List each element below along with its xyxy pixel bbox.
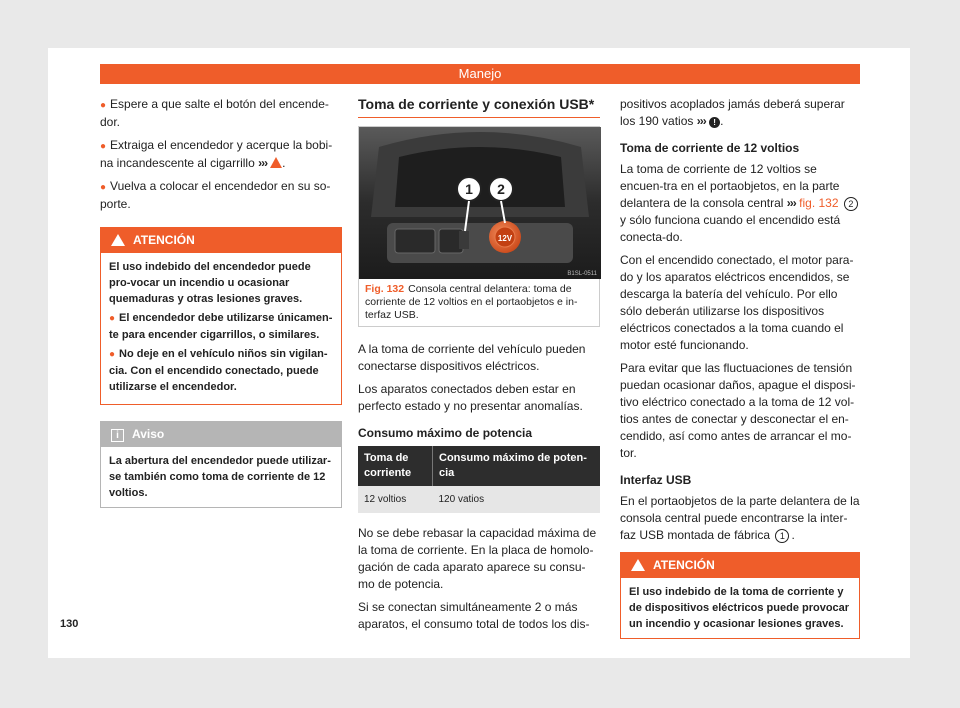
stop-icon: ! xyxy=(709,117,720,128)
warning-box xyxy=(100,227,342,405)
table-header: Toma de corriente xyxy=(358,446,433,486)
paragraph: En el portaobjetos de la parte delantera de la consola central puede encontrarse la inter-faz USB montada de fábrica 1 . xyxy=(620,494,860,542)
paragraph: positivos acoplados jamás deberá superar los 190 vatios ››› ! . xyxy=(620,97,845,128)
warning-body xyxy=(101,253,341,404)
note-header: i Aviso xyxy=(101,422,341,447)
warning-box xyxy=(620,552,860,639)
list-item: ● Extraiga el encendedor y acerque la bobi-na incandescente al cigarrillo ››› . xyxy=(100,138,333,170)
column-1 xyxy=(100,96,342,508)
paragraph: Con el encendido conectado, el motor para-do y los aparatos eléctricos encendidos, se descarga la batería del vehículo. Por ello sólo deberán utilizarse los dispositivos eléctricos conectados a la toma cuando el motor esté funcionando. xyxy=(620,253,854,352)
column-2 xyxy=(358,96,600,639)
warning-lead: El uso indebido del encendedor puede pro-vocar un incendio u ocasionar quemaduras y otras lesiones graves. xyxy=(109,261,311,305)
note-box xyxy=(100,421,342,508)
cross-reference-arrows[interactable]: ››› xyxy=(258,156,268,170)
warning-item: ● No deje en el vehículo niños sin vigilan-cia. Con el encendido conectado, puede utilizarse el encendedor. xyxy=(109,348,328,393)
list-item: ● Espere a que salte el botón del encende-dor. xyxy=(100,97,329,129)
bullet-icon: ● xyxy=(109,313,116,324)
warning-icon xyxy=(111,234,125,246)
warning-item: ● El encendedor debe utilizarse únicamen-te para encender cigarrillos, o similares. xyxy=(109,312,333,341)
warning-icon xyxy=(631,559,645,571)
note-body: La abertura del encendedor puede utilizar-se también como toma de corriente de 12 voltios. xyxy=(109,455,331,499)
console-photo xyxy=(359,127,601,279)
column-3 xyxy=(620,96,860,639)
paragraph: Para evitar que las fluctuaciones de tensión puedan ocasionar daños, apague el disposi-tivo eléctrico conectado a la toma de 12 vol-tios antes de conectar y desconectar el en-cendido, así como antes de arrancar el mo-tor. xyxy=(620,361,856,460)
subheading: Interfaz USB xyxy=(620,473,692,487)
figure-caption: Fig. 132 Consola central delantera: toma de corriente de 12 voltios en el portaobjetos e in-terfaz USB. xyxy=(365,283,578,321)
warning-icon xyxy=(270,157,282,168)
paragraph: Si se conectan simultáneamente 2 o más aparatos, el consumo total de todos los dis- xyxy=(358,600,590,631)
section-header: Manejo xyxy=(100,64,860,84)
socket-label: 12V xyxy=(497,234,513,243)
warning-body: El uso indebido de la toma de corriente y de dispositivos eléctricos puede provocar un incendio y ocasionar lesiones graves. xyxy=(629,586,850,630)
table-header-row xyxy=(358,446,600,486)
figure-number: Fig. 132 xyxy=(365,283,405,295)
section-title: Toma de corriente y conexión USB* xyxy=(358,96,600,118)
paragraph: No se debe rebasar la capacidad máxima de la toma de corriente. En la placa de homolo-gación de cada aparato aparece su consu-mo de potencia. xyxy=(358,526,597,591)
bullet-icon: ● xyxy=(100,182,107,193)
list-item: ● Vuelva a colocar el encendedor en su so-porte. xyxy=(100,179,331,211)
power-table xyxy=(358,446,600,513)
figure-code: B1SL-0511 xyxy=(567,271,597,277)
figure-reference-link[interactable]: fig. 132 xyxy=(799,196,839,210)
page-number: 130 xyxy=(60,618,79,630)
warning-header: ATENCIÓN xyxy=(101,228,341,253)
callout-2: 2 xyxy=(497,181,505,197)
cross-reference-arrows[interactable]: ››› xyxy=(696,114,706,128)
subheading: Toma de corriente de 12 voltios xyxy=(620,141,800,155)
figure xyxy=(358,126,600,327)
table-cell: 12 voltios xyxy=(358,486,433,513)
info-icon: i xyxy=(111,429,124,442)
table-cell: 120 vatios xyxy=(433,486,601,513)
warning-header: ATENCIÓN xyxy=(621,553,859,578)
bullet-icon: ● xyxy=(100,100,107,111)
console-illustration xyxy=(359,127,601,279)
table-header: Consumo máximo de poten-cia xyxy=(433,446,601,486)
callout-number: 1 xyxy=(775,529,789,543)
table-row xyxy=(358,486,600,513)
callout-1: 1 xyxy=(465,181,473,197)
bullet-icon: ● xyxy=(109,349,116,360)
callout-number: 2 xyxy=(844,197,858,211)
paragraph: Los aparatos conectados deben estar en perfecto estado y no presentar anomalías. xyxy=(358,382,583,413)
bullet-icon: ● xyxy=(100,141,107,152)
paragraph: A la toma de corriente del vehículo pueden conectarse dispositivos eléctricos. xyxy=(358,342,586,373)
subheading: Consumo máximo de potencia xyxy=(358,426,533,440)
cross-reference-arrows[interactable]: ››› xyxy=(786,196,796,210)
paragraph: La toma de corriente de 12 voltios se encuen-tra en el portaobjetos, en la parte delantera de la consola central ››› fig. 132 2 y sólo funciona cuando el encendido está conecta-do. xyxy=(620,161,860,246)
